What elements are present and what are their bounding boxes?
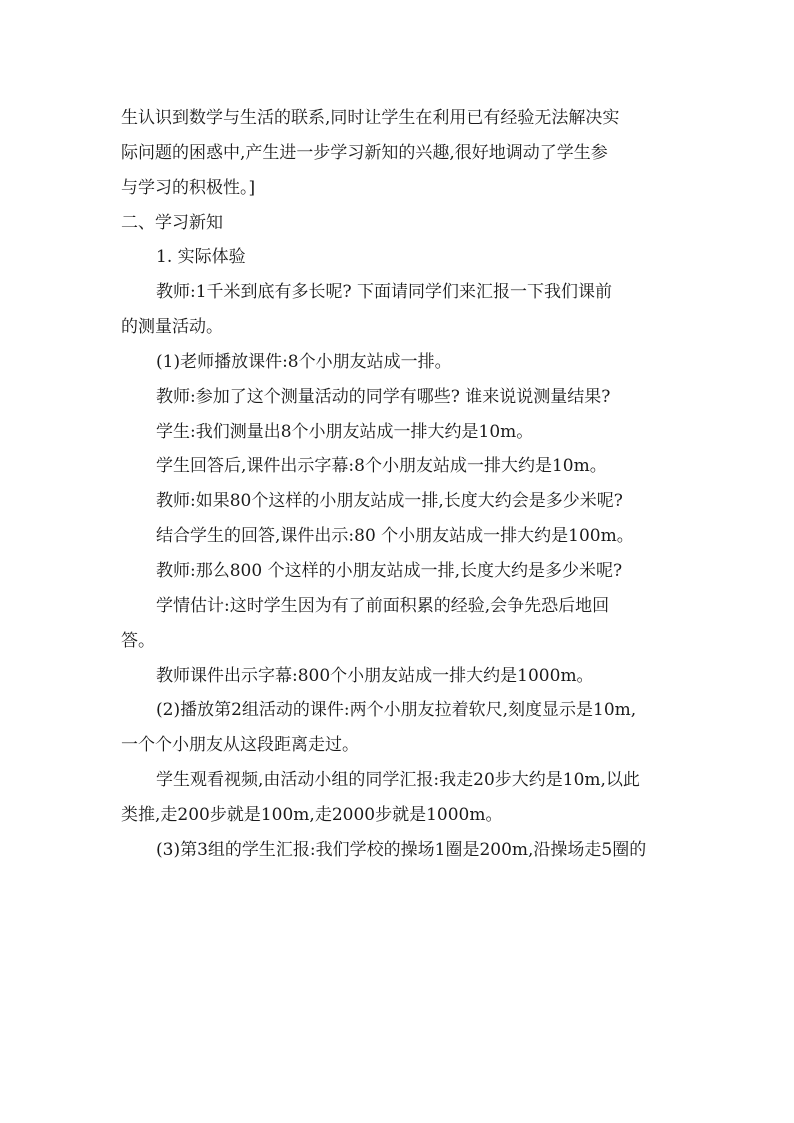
- text-line: 学生观看视频,由活动小组的同学汇报:我走20步大约是10m,以此: [156, 770, 640, 791]
- text-line: 结合学生的回答,课件出示:80 个小朋友站成一排大约是100m。: [156, 526, 634, 547]
- text-line: 类推,走200步就是100m,走2000步就是1000m。: [121, 804, 503, 825]
- text-line: (2)播放第2组活动的课件:两个小朋友拉着软尺,刻度显示是10m,: [156, 700, 637, 721]
- text-line: 教师:参加了这个测量活动的同学有哪些? 谁来说说测量结果?: [156, 386, 611, 407]
- text-line: (1)老师播放课件:8个小朋友站成一排。: [156, 351, 452, 372]
- text-line: 一个个小朋友从这段距离走过。: [121, 735, 359, 756]
- text-line: 际问题的困惑中,产生进一步学习新知的兴趣,很好地调动了学生参: [121, 142, 608, 163]
- text-line: 答。: [121, 630, 155, 651]
- text-line: (3)第3组的学生汇报:我们学校的操场1圈是200m,沿操场走5圈的: [156, 839, 647, 860]
- text-line: 与学习的积极性。]: [121, 177, 256, 198]
- text-line: 教师:1千米到底有多长呢? 下面请同学们来汇报一下我们课前: [156, 282, 613, 303]
- text-line: 教师:那么800 个这样的小朋友站成一排,长度大约是多少米呢?: [156, 560, 623, 581]
- text-line: 的测量活动。: [121, 317, 223, 338]
- text-line: 生认识到数学与生活的联系,同时让学生在利用已有经验无法解决实: [121, 108, 620, 128]
- text-line: 学生:我们测量出8个小朋友站成一排大约是10m。: [156, 421, 534, 442]
- document-body: [121, 101, 676, 868]
- text-line: 学生回答后,课件出示字幕:8个小朋友站成一排大约是10m。: [156, 456, 607, 477]
- text-line: 二、学习新知: [121, 212, 223, 233]
- text-line: 教师:如果80个这样的小朋友站成一排,长度大约会是多少米呢?: [156, 491, 623, 512]
- text-line: 教师课件出示字幕:800个小朋友站成一排大约是1000m。: [156, 665, 594, 686]
- text-line: 学情估计:这时学生因为有了前面积累的经验,会争先恐后地回: [156, 595, 610, 616]
- text-line: 1. 实际体验: [156, 247, 246, 268]
